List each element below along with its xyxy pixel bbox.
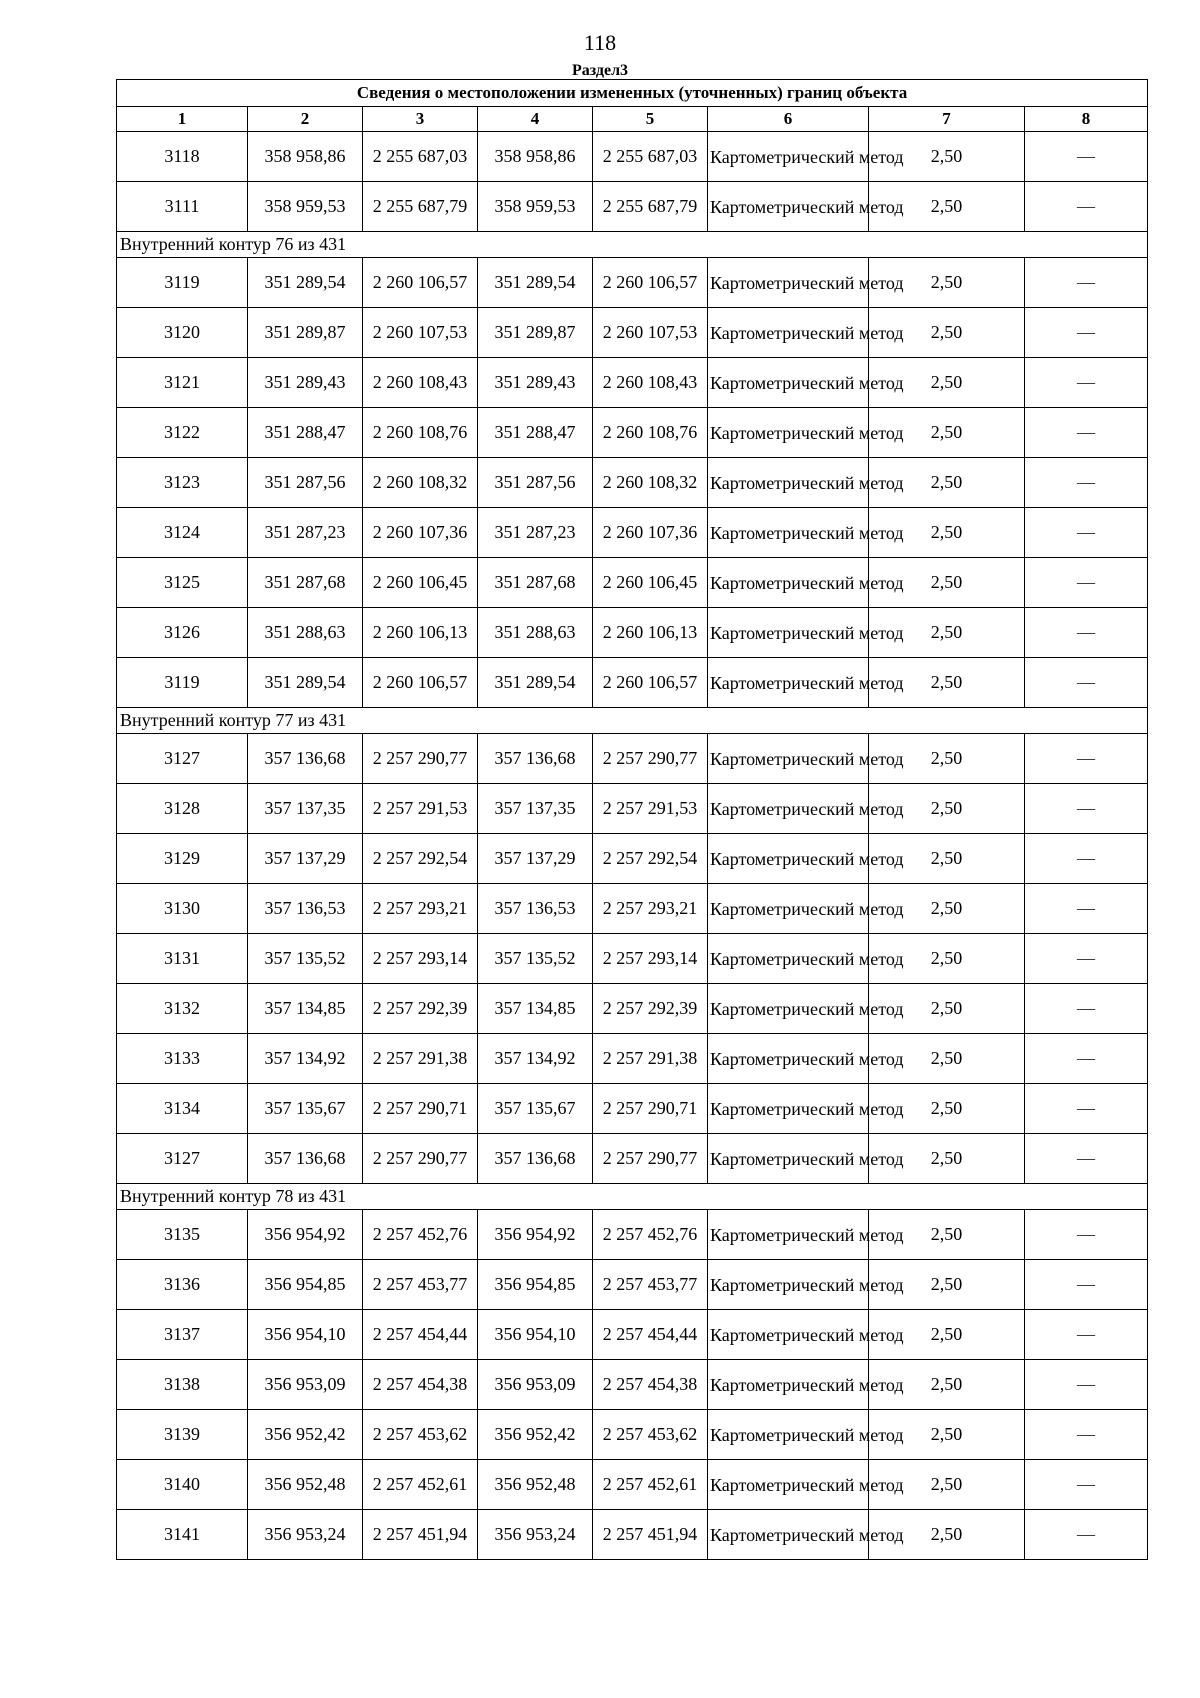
table-row [117, 834, 1148, 884]
y-old-cell: 2 260 106,57 [363, 658, 478, 708]
method-cell: Картометрический метод [708, 132, 869, 182]
y-old-cell: 2 257 452,76 [363, 1210, 478, 1260]
accuracy-cell: 2,50 [869, 884, 1025, 934]
contour-label: Внутренний контур 77 из 431 [117, 708, 1148, 734]
y-old-cell: 2 260 108,76 [363, 408, 478, 458]
y-new-cell: 2 260 108,32 [593, 458, 708, 508]
point-number-cell: 3129 [117, 834, 248, 884]
point-number-cell: 3131 [117, 934, 248, 984]
point-number-cell: 3132 [117, 984, 248, 1034]
point-number-cell: 3122 [117, 408, 248, 458]
description-cell: — [1025, 1260, 1148, 1310]
point-number-cell: 3126 [117, 608, 248, 658]
y-new-cell: 2 257 291,38 [593, 1034, 708, 1084]
y-old-cell: 2 260 106,57 [363, 258, 478, 308]
column-number: 1 [117, 107, 248, 132]
y-new-cell: 2 257 291,53 [593, 784, 708, 834]
column-number: 4 [478, 107, 593, 132]
accuracy-cell: 2,50 [869, 1260, 1025, 1310]
x-old-cell: 356 954,85 [248, 1260, 363, 1310]
y-old-cell: 2 257 454,38 [363, 1360, 478, 1410]
contour-header-row [117, 708, 1148, 734]
method-cell: Картометрический метод [708, 1260, 869, 1310]
table-row [117, 658, 1148, 708]
y-new-cell: 2 257 290,77 [593, 734, 708, 784]
column-number: 3 [363, 107, 478, 132]
accuracy-cell: 2,50 [869, 408, 1025, 458]
x-old-cell: 356 953,09 [248, 1360, 363, 1410]
x-new-cell: 357 134,85 [478, 984, 593, 1034]
accuracy-cell: 2,50 [869, 734, 1025, 784]
x-new-cell: 358 959,53 [478, 182, 593, 232]
point-number-cell: 3127 [117, 1134, 248, 1184]
y-old-cell: 2 257 290,77 [363, 1134, 478, 1184]
x-old-cell: 357 137,29 [248, 834, 363, 884]
y-old-cell: 2 260 106,13 [363, 608, 478, 658]
table-row [117, 558, 1148, 608]
table-row [117, 1210, 1148, 1260]
method-cell: Картометрический метод [708, 1410, 869, 1460]
y-old-cell: 2 257 292,54 [363, 834, 478, 884]
method-cell: Картометрический метод [708, 1310, 869, 1360]
y-old-cell: 2 257 453,77 [363, 1260, 478, 1310]
y-old-cell: 2 257 451,94 [363, 1510, 478, 1560]
y-new-cell: 2 257 453,77 [593, 1260, 708, 1310]
y-new-cell: 2 255 687,79 [593, 182, 708, 232]
description-cell: — [1025, 258, 1148, 308]
description-cell: — [1025, 608, 1148, 658]
y-new-cell: 2 257 290,77 [593, 1134, 708, 1184]
point-number-cell: 3141 [117, 1510, 248, 1560]
description-cell: — [1025, 1410, 1148, 1460]
table-row [117, 784, 1148, 834]
point-number-cell: 3139 [117, 1410, 248, 1460]
accuracy-cell: 2,50 [869, 784, 1025, 834]
accuracy-cell: 2,50 [869, 1510, 1025, 1560]
contour-label: Внутренний контур 78 из 431 [117, 1184, 1148, 1210]
method-cell: Картометрический метод [708, 884, 869, 934]
accuracy-cell: 2,50 [869, 1410, 1025, 1460]
description-cell: — [1025, 1510, 1148, 1560]
method-cell: Картометрический метод [708, 458, 869, 508]
y-new-cell: 2 260 107,36 [593, 508, 708, 558]
x-new-cell: 357 134,92 [478, 1034, 593, 1084]
x-new-cell: 357 137,29 [478, 834, 593, 884]
x-old-cell: 351 288,47 [248, 408, 363, 458]
description-cell: — [1025, 1134, 1148, 1184]
point-number-cell: 3133 [117, 1034, 248, 1084]
point-number-cell: 3124 [117, 508, 248, 558]
x-new-cell: 357 136,68 [478, 1134, 593, 1184]
x-old-cell: 351 288,63 [248, 608, 363, 658]
x-new-cell: 351 287,56 [478, 458, 593, 508]
description-cell: — [1025, 408, 1148, 458]
x-new-cell: 356 953,09 [478, 1360, 593, 1410]
method-cell: Картометрический метод [708, 608, 869, 658]
table-row [117, 1260, 1148, 1310]
method-cell: Картометрический метод [708, 258, 869, 308]
point-number-cell: 3121 [117, 358, 248, 408]
x-old-cell: 351 289,54 [248, 658, 363, 708]
y-new-cell: 2 260 106,13 [593, 608, 708, 658]
y-new-cell: 2 257 292,39 [593, 984, 708, 1034]
accuracy-cell: 2,50 [869, 984, 1025, 1034]
table-row [117, 258, 1148, 308]
table-row [117, 132, 1148, 182]
x-old-cell: 356 954,10 [248, 1310, 363, 1360]
table-row [117, 884, 1148, 934]
accuracy-cell: 2,50 [869, 608, 1025, 658]
y-old-cell: 2 257 291,38 [363, 1034, 478, 1084]
table-row [117, 358, 1148, 408]
point-number-cell: 3135 [117, 1210, 248, 1260]
y-old-cell: 2 260 108,43 [363, 358, 478, 408]
y-old-cell: 2 257 454,44 [363, 1310, 478, 1360]
contour-header-row [117, 232, 1148, 258]
method-cell: Картометрический метод [708, 934, 869, 984]
description-cell: — [1025, 182, 1148, 232]
method-cell: Картометрический метод [708, 784, 869, 834]
y-new-cell: 2 260 107,53 [593, 308, 708, 358]
method-cell: Картометрический метод [708, 834, 869, 884]
description-cell: — [1025, 984, 1148, 1034]
y-old-cell: 2 257 291,53 [363, 784, 478, 834]
point-number-cell: 3137 [117, 1310, 248, 1360]
x-new-cell: 351 288,47 [478, 408, 593, 458]
method-cell: Картометрический метод [708, 1210, 869, 1260]
x-new-cell: 351 289,54 [478, 658, 593, 708]
y-new-cell: 2 260 106,57 [593, 658, 708, 708]
description-cell: — [1025, 508, 1148, 558]
x-old-cell: 357 136,68 [248, 734, 363, 784]
accuracy-cell: 2,50 [869, 1134, 1025, 1184]
table-row [117, 1460, 1148, 1510]
x-old-cell: 351 289,87 [248, 308, 363, 358]
boundary-table [116, 79, 1148, 1560]
x-old-cell: 356 954,92 [248, 1210, 363, 1260]
point-number-cell: 3138 [117, 1360, 248, 1410]
method-cell: Картометрический метод [708, 358, 869, 408]
accuracy-cell: 2,50 [869, 1034, 1025, 1084]
y-new-cell: 2 260 106,45 [593, 558, 708, 608]
y-new-cell: 2 260 108,43 [593, 358, 708, 408]
y-old-cell: 2 257 293,21 [363, 884, 478, 934]
table-caption: Сведения о местоположении измененных (уточненных) границ объекта [117, 80, 1148, 107]
x-new-cell: 356 954,10 [478, 1310, 593, 1360]
table-row [117, 1410, 1148, 1460]
y-new-cell: 2 260 108,76 [593, 408, 708, 458]
description-cell: — [1025, 1084, 1148, 1134]
method-cell: Картометрический метод [708, 182, 869, 232]
description-cell: — [1025, 934, 1148, 984]
x-new-cell: 357 136,68 [478, 734, 593, 784]
x-old-cell: 351 289,43 [248, 358, 363, 408]
method-cell: Картометрический метод [708, 1084, 869, 1134]
x-new-cell: 351 287,68 [478, 558, 593, 608]
x-new-cell: 357 136,53 [478, 884, 593, 934]
y-new-cell: 2 257 454,38 [593, 1360, 708, 1410]
table-row [117, 458, 1148, 508]
x-new-cell: 356 952,42 [478, 1410, 593, 1460]
contour-header-row [117, 1184, 1148, 1210]
point-number-cell: 3136 [117, 1260, 248, 1310]
y-new-cell: 2 257 293,14 [593, 934, 708, 984]
method-cell: Картометрический метод [708, 1360, 869, 1410]
y-old-cell: 2 260 108,32 [363, 458, 478, 508]
accuracy-cell: 2,50 [869, 1360, 1025, 1410]
x-old-cell: 357 135,52 [248, 934, 363, 984]
accuracy-cell: 2,50 [869, 1084, 1025, 1134]
point-number-cell: 3119 [117, 658, 248, 708]
accuracy-cell: 2,50 [869, 1310, 1025, 1360]
x-new-cell: 357 135,52 [478, 934, 593, 984]
y-new-cell: 2 257 452,61 [593, 1460, 708, 1510]
x-old-cell: 357 135,67 [248, 1084, 363, 1134]
accuracy-cell: 2,50 [869, 308, 1025, 358]
y-old-cell: 2 260 107,53 [363, 308, 478, 358]
column-number: 2 [248, 107, 363, 132]
x-new-cell: 356 953,24 [478, 1510, 593, 1560]
table-row [117, 1310, 1148, 1360]
x-old-cell: 357 137,35 [248, 784, 363, 834]
x-old-cell: 357 136,53 [248, 884, 363, 934]
accuracy-cell: 2,50 [869, 358, 1025, 408]
accuracy-cell: 2,50 [869, 1460, 1025, 1510]
x-new-cell: 351 289,87 [478, 308, 593, 358]
description-cell: — [1025, 1460, 1148, 1510]
description-cell: — [1025, 884, 1148, 934]
y-new-cell: 2 257 452,76 [593, 1210, 708, 1260]
point-number-cell: 3119 [117, 258, 248, 308]
accuracy-cell: 2,50 [869, 182, 1025, 232]
x-new-cell: 351 289,54 [478, 258, 593, 308]
method-cell: Картометрический метод [708, 558, 869, 608]
method-cell: Картометрический метод [708, 1034, 869, 1084]
y-old-cell: 2 257 292,39 [363, 984, 478, 1034]
x-new-cell: 356 954,85 [478, 1260, 593, 1310]
table-row [117, 934, 1148, 984]
method-cell: Картометрический метод [708, 658, 869, 708]
table-row [117, 608, 1148, 658]
method-cell: Картометрический метод [708, 308, 869, 358]
point-number-cell: 3128 [117, 784, 248, 834]
x-old-cell: 357 134,92 [248, 1034, 363, 1084]
x-old-cell: 356 953,24 [248, 1510, 363, 1560]
y-old-cell: 2 260 106,45 [363, 558, 478, 608]
point-number-cell: 3120 [117, 308, 248, 358]
table-row [117, 1084, 1148, 1134]
description-cell: — [1025, 308, 1148, 358]
description-cell: — [1025, 734, 1148, 784]
method-cell: Картометрический метод [708, 1134, 869, 1184]
table-row [117, 734, 1148, 784]
accuracy-cell: 2,50 [869, 658, 1025, 708]
description-cell: — [1025, 1034, 1148, 1084]
x-old-cell: 351 287,56 [248, 458, 363, 508]
x-old-cell: 351 287,23 [248, 508, 363, 558]
method-cell: Картометрический метод [708, 734, 869, 784]
x-new-cell: 351 288,63 [478, 608, 593, 658]
y-old-cell: 2 257 452,61 [363, 1460, 478, 1510]
x-new-cell: 356 954,92 [478, 1210, 593, 1260]
y-new-cell: 2 257 293,21 [593, 884, 708, 934]
table-row [117, 1510, 1148, 1560]
point-number-cell: 3123 [117, 458, 248, 508]
description-cell: — [1025, 358, 1148, 408]
accuracy-cell: 2,50 [869, 558, 1025, 608]
accuracy-cell: 2,50 [869, 834, 1025, 884]
description-cell: — [1025, 132, 1148, 182]
page-number: 118 [583, 30, 617, 55]
y-old-cell: 2 255 687,79 [363, 182, 478, 232]
accuracy-cell: 2,50 [869, 934, 1025, 984]
accuracy-cell: 2,50 [869, 508, 1025, 558]
method-cell: Картометрический метод [708, 1510, 869, 1560]
y-new-cell: 2 257 453,62 [593, 1410, 708, 1460]
x-new-cell: 357 137,35 [478, 784, 593, 834]
x-old-cell: 358 958,86 [248, 132, 363, 182]
y-new-cell: 2 257 451,94 [593, 1510, 708, 1560]
description-cell: — [1025, 458, 1148, 508]
y-old-cell: 2 257 293,14 [363, 934, 478, 984]
table-row [117, 1134, 1148, 1184]
x-old-cell: 357 134,85 [248, 984, 363, 1034]
x-old-cell: 351 289,54 [248, 258, 363, 308]
accuracy-cell: 2,50 [869, 1210, 1025, 1260]
y-old-cell: 2 257 290,71 [363, 1084, 478, 1134]
y-new-cell: 2 260 106,57 [593, 258, 708, 308]
y-old-cell: 2 257 290,77 [363, 734, 478, 784]
accuracy-cell: 2,50 [869, 458, 1025, 508]
y-new-cell: 2 257 290,71 [593, 1084, 708, 1134]
x-new-cell: 356 952,48 [478, 1460, 593, 1510]
description-cell: — [1025, 1210, 1148, 1260]
x-new-cell: 357 135,67 [478, 1084, 593, 1134]
contour-label: Внутренний контур 76 из 431 [117, 232, 1148, 258]
description-cell: — [1025, 558, 1148, 608]
point-number-cell: 3118 [117, 132, 248, 182]
method-cell: Картометрический метод [708, 984, 869, 1034]
method-cell: Картометрический метод [708, 408, 869, 458]
description-cell: — [1025, 784, 1148, 834]
point-number-cell: 3134 [117, 1084, 248, 1134]
y-old-cell: 2 257 453,62 [363, 1410, 478, 1460]
y-old-cell: 2 255 687,03 [363, 132, 478, 182]
description-cell: — [1025, 834, 1148, 884]
description-cell: — [1025, 1310, 1148, 1360]
x-old-cell: 356 952,42 [248, 1410, 363, 1460]
table-row [117, 308, 1148, 358]
x-new-cell: 351 287,23 [478, 508, 593, 558]
column-number: 8 [1025, 107, 1148, 132]
point-number-cell: 3111 [117, 182, 248, 232]
x-old-cell: 357 136,68 [248, 1134, 363, 1184]
column-number: 5 [593, 107, 708, 132]
point-number-cell: 3140 [117, 1460, 248, 1510]
description-cell: — [1025, 658, 1148, 708]
table-row [117, 984, 1148, 1034]
column-number: 6 [708, 107, 869, 132]
table-row [117, 408, 1148, 458]
table-row [117, 1360, 1148, 1410]
x-old-cell: 351 287,68 [248, 558, 363, 608]
table-row [117, 182, 1148, 232]
column-number: 7 [869, 107, 1025, 132]
y-new-cell: 2 257 454,44 [593, 1310, 708, 1360]
point-number-cell: 3127 [117, 734, 248, 784]
column-number-row [117, 107, 1148, 132]
table-body [117, 132, 1148, 1560]
table-row [117, 1034, 1148, 1084]
accuracy-cell: 2,50 [869, 258, 1025, 308]
x-new-cell: 358 958,86 [478, 132, 593, 182]
x-old-cell: 356 952,48 [248, 1460, 363, 1510]
x-new-cell: 351 289,43 [478, 358, 593, 408]
description-cell: — [1025, 1360, 1148, 1410]
y-new-cell: 2 257 292,54 [593, 834, 708, 884]
method-cell: Картометрический метод [708, 508, 869, 558]
method-cell: Картометрический метод [708, 1460, 869, 1510]
point-number-cell: 3125 [117, 558, 248, 608]
section-title: Раздел3 [571, 62, 629, 79]
point-number-cell: 3130 [117, 884, 248, 934]
y-old-cell: 2 260 107,36 [363, 508, 478, 558]
x-old-cell: 358 959,53 [248, 182, 363, 232]
y-new-cell: 2 255 687,03 [593, 132, 708, 182]
table-row [117, 508, 1148, 558]
accuracy-cell: 2,50 [869, 132, 1025, 182]
